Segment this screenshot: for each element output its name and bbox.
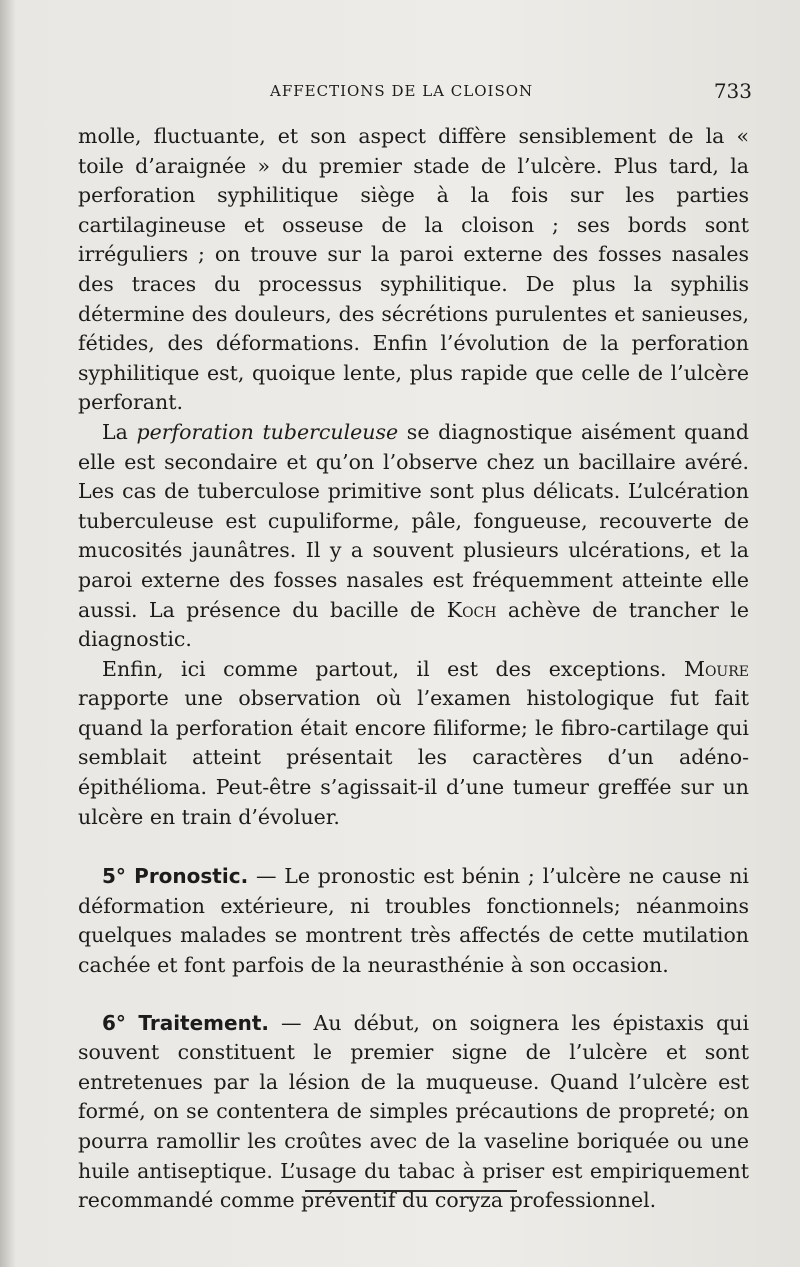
spacer <box>78 981 749 1009</box>
section-pronostic <box>78 862 749 980</box>
paragraph-exceptions <box>78 655 749 833</box>
section-traitement <box>78 1009 749 1216</box>
section-text-traitement: — Au début, on soignera les épistaxis qui souvent constituent le premier signe de l’ulcère et sont entretenues par la lésion de la muqueuse. Quand l’ulcère est formé, on se contentera de simples précautions de propreté; on pourra ramollir les croûtes avec de la vaseline boriquée ou une huile antiseptique. L’usage du tabac à priser est empiriquement recommandé comme préventif du coryza professionnel. <box>78 1010 750 1213</box>
p2-italic-term: perforation tuberculeuse <box>136 419 399 444</box>
section-heading-traitement: 6° Traitement. <box>102 1010 269 1035</box>
footnote-rule <box>305 1190 517 1192</box>
p2-text-b: achève de trancher le diagnostic. <box>78 597 749 652</box>
section-text-pronostic: — Le pronostic est bénin ; l’ulcère ne cause ni déformation extérieure, ni troubles fonctionnels; néanmoins quelques malades se montrent très affectés de cette mutilation cachée et font parfois de la neurasthénie à son occasion. <box>78 864 749 978</box>
author-name-moure: Moure <box>683 656 749 681</box>
page-number: 733 <box>713 79 752 103</box>
paragraph-continuation: molle, fluctuante, et son aspect diffère sensiblement de la « toile d’araignée » du premier stade de l’ulcère. Plus tard, la perforation syphilitique siège à la fois sur les parties cartilagineuse et osseuse de la cloison ; ses bords sont irréguliers ; on trouve sur la paroi externe des fosses nasales des traces du processus syphilitique. De plus la syphilis détermine des douleurs, des sécrétions purulentes et sanieuses, fétides, des déformations. Enfin l’évolution de la perforation syphilitique est, quoique lente, plus rapide que celle de l’ulcère perforant. <box>78 124 749 415</box>
author-name-koch: Koch <box>446 597 497 622</box>
running-header <box>78 79 752 110</box>
page-body <box>78 122 749 1216</box>
p3-text: rapporte une observation où l’examen histologique fut fait quand la perforation était encore filiforme; le fibro-cartilage qui semblait atteint présentait les caractères d’un adéno-épithélioma. Peut-être s’agissait-il d’une tumeur greffée sur un ulcère en train d’évoluer. <box>78 686 749 829</box>
p3-lead: Enfin, ici comme partout, il est des exceptions. <box>102 656 684 681</box>
running-title: AFFECTIONS DE LA CLOISON <box>270 82 534 100</box>
paragraph-tuberculosis <box>78 418 749 655</box>
spacer <box>78 832 749 862</box>
p2-lead: La <box>102 419 137 444</box>
p2-text-a: se diagnostique aisément quand elle est secondaire et qu’on l’observe chez un bacillaire avéré. Les cas de tuberculose primitive sont plus délicats. L’ulcération tuberculeuse est cupuliforme, pâle, fongueuse, recouverte de mucosités jaunâtres. Il y a souvent plusieurs ulcérations, et la paroi externe des fosses nasales est fréquemment atteinte elle aussi. La présence du bacille de <box>78 419 749 622</box>
section-heading-pronostic: 5° Pronostic. <box>102 864 249 889</box>
